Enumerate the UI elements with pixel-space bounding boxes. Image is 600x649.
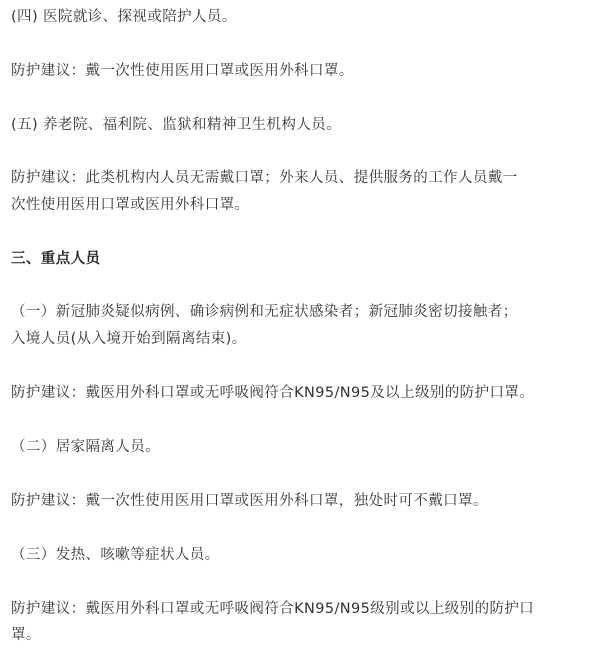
protection-advice-home-isolation: 防护建议：戴一次性使用医用口罩或医用外科口罩，独处时可不戴口罩。	[11, 493, 488, 509]
protection-advice-institutions-line-1: 防护建议：此类机构内人员无需戴口罩；外来人员、提供服务的工作人员戴一	[11, 170, 518, 186]
protection-advice-symptomatic-line-1: 防护建议：戴医用外科口罩或无呼吸阀符合KN95/N95级别或以上级别的防护口	[11, 601, 535, 617]
protection-advice-symptomatic-line-2: 罩。	[11, 627, 41, 643]
protection-advice-cases: 防护建议：戴医用外科口罩或无呼吸阀符合KN95/N95及以上级别的防护口罩。	[11, 385, 535, 401]
section-heading-cases-line-1: （一）新冠肺炎疑似病例、确诊病例和无症状感染者；新冠肺炎密切接触者；	[11, 304, 518, 320]
section-heading-hospital-visitors: (四) 医院就诊、探视或陪护人员。	[11, 9, 237, 25]
section-heading-institutions: (五) 养老院、福利院、监狱和精神卫生机构人员。	[11, 117, 342, 133]
protection-advice-hospital-visitors: 防护建议：戴一次性使用医用口罩或医用外科口罩。	[11, 63, 354, 79]
section-heading-symptomatic: （三）发热、咳嗽等症状人员。	[11, 547, 220, 563]
major-heading-key-personnel: 三、重点人员	[11, 251, 101, 267]
section-heading-cases-line-2: 入境人员(从入境开始到隔离结束)。	[11, 331, 247, 347]
protection-advice-institutions-line-2: 次性使用医用口罩或医用外科口罩。	[11, 197, 250, 213]
section-heading-home-isolation: （二）居家隔离人员。	[11, 439, 160, 455]
